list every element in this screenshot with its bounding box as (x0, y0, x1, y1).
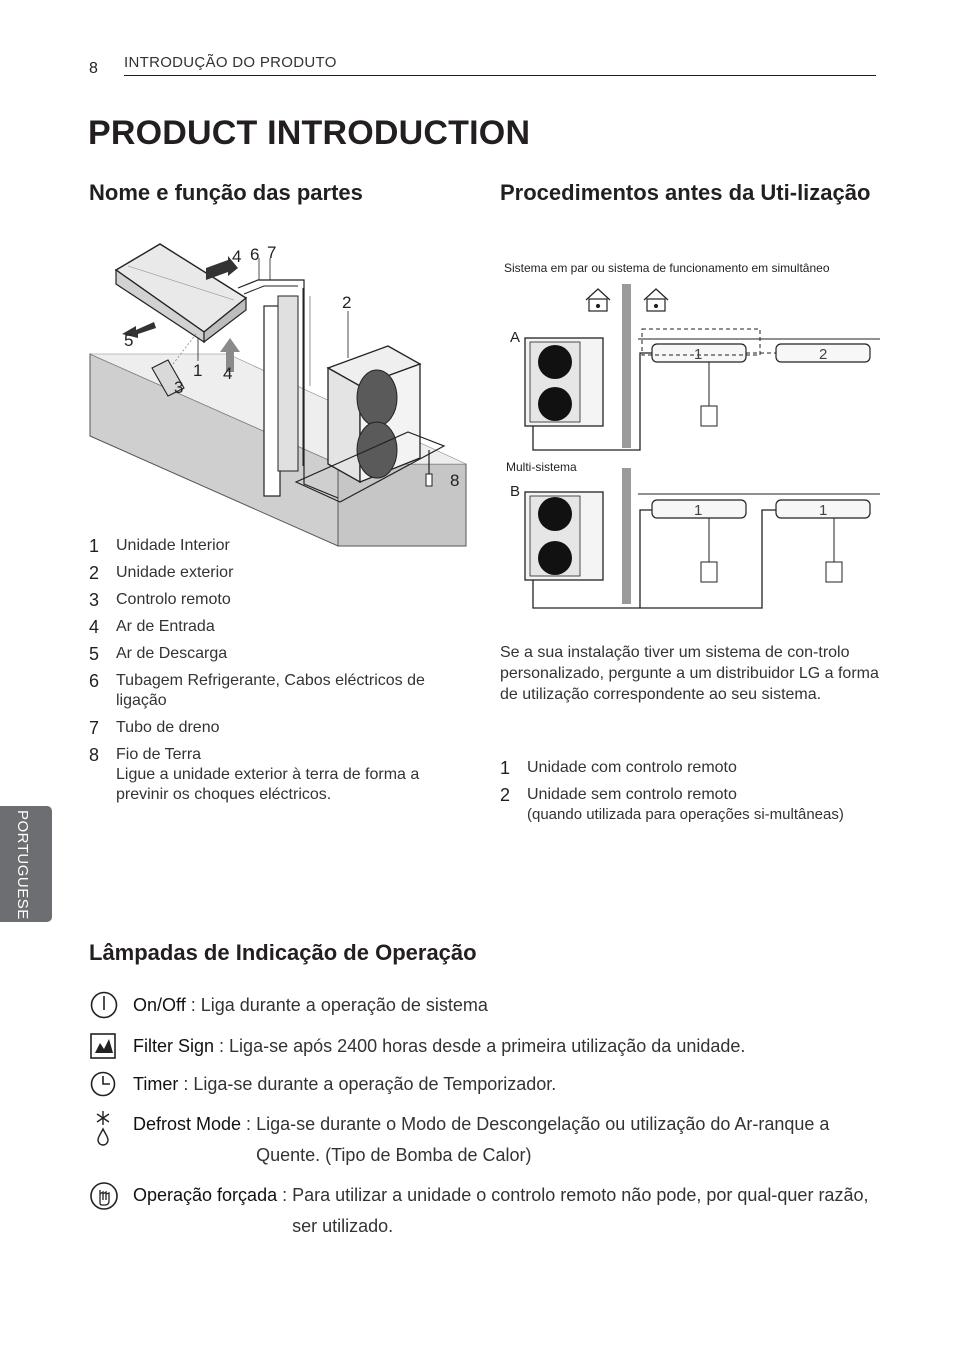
item-text-block (116, 745, 469, 805)
lamp-description: Liga durante a operação de sistema (200, 995, 488, 1015)
callout-1: 1 (193, 361, 203, 380)
lamp-item-onoff (89, 990, 879, 1030)
item-note: (quando utilizada para operações si-multâneas) (527, 806, 844, 823)
lamps-section-title: Lâmpadas de Indicação de Operação (89, 940, 477, 965)
list-item (89, 590, 469, 610)
item-text: Ar de Descarga (116, 645, 228, 662)
item-text: Tubagem Refrigerante, Cabos eléctricos de ligação (116, 672, 425, 709)
lamp-description: Liga-se durante a operação de Temporizador. (193, 1074, 557, 1094)
house-icon (644, 289, 668, 311)
item-text: Unidade sem controlo remoto (527, 786, 737, 803)
lamp-item-timer (89, 1069, 879, 1109)
language-tab (0, 806, 52, 922)
callout-2: 2 (342, 293, 352, 312)
item-text: Unidade com controlo remoto (527, 759, 737, 776)
language-tab-label: PORTUGUESE (14, 810, 31, 920)
diagram-caption: Sistema em par ou sistema de funcionamento em simultâneo (504, 261, 830, 275)
defrost-icon (89, 1109, 133, 1171)
callout-6: 6 (250, 245, 260, 264)
lamp-separator: : (214, 1036, 230, 1056)
list-item (89, 745, 469, 805)
list-item (89, 671, 469, 711)
item-text: Fio de Terra (116, 746, 202, 763)
label-b: B (510, 483, 521, 500)
lamp-separator: : (185, 995, 201, 1015)
lamp-separator: : (178, 1074, 194, 1094)
lamp-description: Para utilizar a unidade o controlo remoto não pode, por qual-quer razão, ser utilizado. (292, 1185, 869, 1236)
house-icon (586, 289, 610, 311)
lamp-item-forced (89, 1180, 879, 1242)
lamp-separator: : (277, 1185, 293, 1205)
item-number: 4 (89, 617, 100, 637)
lamp-name: On/Off (133, 995, 186, 1015)
list-item (89, 536, 469, 556)
item-number: 3 (89, 590, 100, 610)
item-note: Ligue a unidade exterior à terra de forma a previnir os choques eléctricos. (116, 766, 420, 803)
lamp-name: Filter Sign (133, 1036, 215, 1056)
header-rule (124, 75, 876, 76)
lamp-name: Operação forçada (133, 1185, 278, 1205)
label-a: A (510, 329, 521, 346)
indoor-label-a2: 2 (819, 346, 828, 363)
filter-sign-icon (89, 1031, 133, 1071)
indoor-label-b1: 1 (694, 502, 703, 519)
item-number: 2 (500, 785, 511, 805)
lamp-item-defrost (89, 1109, 879, 1171)
multi-system-label: Multi-sistema (506, 460, 577, 474)
item-text: Ar de Entrada (116, 618, 215, 635)
parts-list (89, 536, 469, 812)
list-item (500, 785, 880, 825)
item-text: Controlo remoto (116, 591, 231, 608)
callout-4a: 4 (232, 247, 242, 266)
list-item (500, 758, 880, 778)
page-title: PRODUCT INTRODUCTION (88, 114, 531, 152)
item-text: Unidade exterior (116, 564, 234, 581)
parts-section-title: Nome e função das partes (89, 180, 363, 205)
power-icon (89, 990, 133, 1030)
item-number: 8 (89, 745, 100, 765)
list-item (89, 563, 469, 583)
item-number: 5 (89, 644, 100, 664)
lamp-description: Liga-se durante o Modo de Descongelação ou utilização do Ar-ranque a Quente. (Tipo de Bomba de Calor) (256, 1114, 830, 1165)
lamp-item-filter (89, 1031, 879, 1071)
hand-icon (89, 1180, 133, 1242)
item-number: 1 (89, 536, 100, 556)
item-text: Tubo de dreno (116, 719, 220, 736)
item-text-block (527, 785, 844, 825)
callout-3: 3 (174, 378, 184, 397)
unit-list (500, 758, 880, 832)
callout-8: 8 (450, 471, 460, 490)
callout-4b: 4 (223, 364, 233, 383)
list-item (89, 644, 469, 664)
lamp-name: Defrost Mode (133, 1114, 242, 1134)
indoor-label-a1: 1 (694, 346, 703, 363)
system-diagram (500, 282, 880, 612)
installation-paragraph: Se a sua instalação tiver um sistema de con-trolo personalizado, pergunte a um distribuidor LG a forma de utilização correspondente ao seu sistema. (500, 644, 879, 703)
installation-illustration (88, 236, 468, 548)
procedures-section-title: Procedimentos antes da Uti-lização (500, 180, 871, 205)
lamp-name: Timer (133, 1074, 179, 1094)
item-text: Unidade Interior (116, 537, 230, 554)
item-number: 2 (89, 563, 100, 583)
page-number: 8 (89, 60, 98, 77)
indoor-label-b2: 1 (819, 502, 828, 519)
lamp-description: Liga-se após 2400 horas desde a primeira utilização da unidade. (229, 1036, 746, 1056)
item-number: 1 (500, 758, 511, 778)
running-head: INTRODUÇÃO DO PRODUTO (124, 54, 337, 71)
clock-icon (89, 1069, 133, 1109)
list-item (89, 718, 469, 738)
list-item (89, 617, 469, 637)
item-number: 6 (89, 671, 100, 691)
item-number: 7 (89, 718, 100, 738)
lamp-separator: : (241, 1114, 257, 1134)
callout-7: 7 (267, 243, 277, 262)
callout-5: 5 (124, 331, 134, 350)
